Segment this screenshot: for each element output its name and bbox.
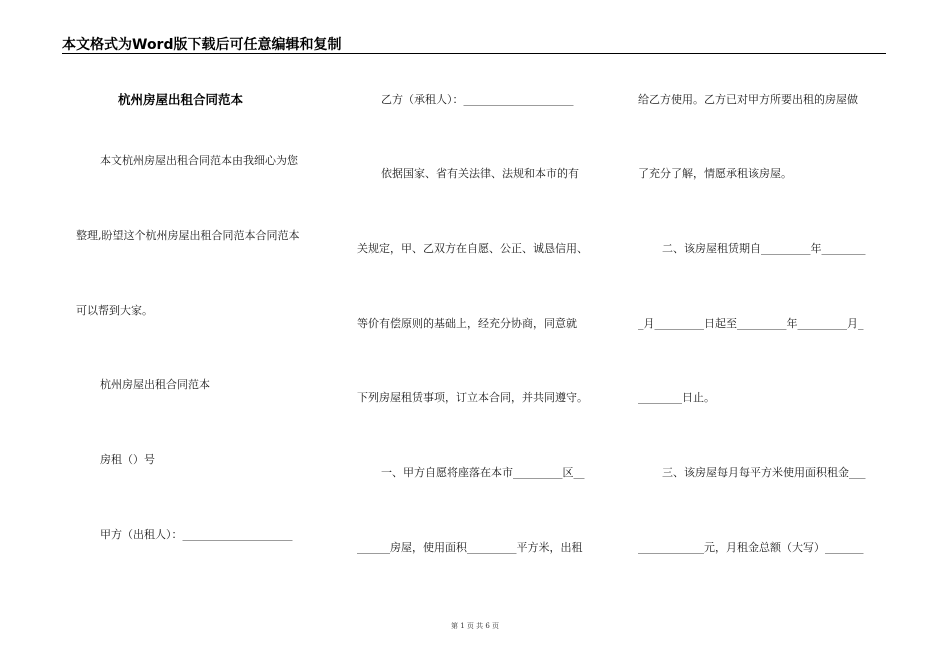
page-footer: 第 1 页 共 6 页	[450, 622, 500, 630]
header-title: 本文格式为Word版下载后可任意编辑和复制	[62, 37, 342, 53]
column-3	[638, 0, 888, 672]
paragraph-line: 本文杭州房屋出租合同范本由我细心为您	[100, 154, 298, 167]
paragraph-line: 一、甲方自愿将座落在本市_________区__	[381, 466, 585, 479]
paragraph-line: 了充分了解，情愿承租该房屋。	[638, 167, 792, 180]
paragraph-line: 甲方（出租人）：____________________	[100, 528, 293, 541]
paragraph-line: 二、该房屋租赁期自_________年________	[662, 242, 866, 255]
paragraph-line: ________日止。	[638, 391, 715, 404]
paragraph-line: 给乙方使用。乙方已对甲方所要出租的房屋做	[638, 93, 858, 106]
paragraph-line: ______房屋，使用面积_________平方米，出租	[357, 541, 583, 554]
paragraph-line: 杭州房屋出租合同范本	[100, 378, 210, 391]
paragraph-line: 三、该房屋每月每平方米使用面积租金___	[662, 466, 866, 479]
document-title: 杭州房屋出租合同范本	[118, 92, 244, 107]
paragraph-line: 等价有偿原则的基础上，经充分协商，同意就	[357, 317, 577, 330]
column-1	[76, 0, 324, 672]
paragraph-line: 依据国家、省有关法律、法规和本市的有	[381, 167, 579, 180]
paragraph-line: 房租（）号	[100, 453, 155, 466]
paragraph-line: ____________元，月租金总额（大写）_______	[638, 541, 864, 554]
paragraph-line: _月_________日起至_________年_________月_	[638, 317, 864, 330]
paragraph-line: 可以帮到大家。	[76, 304, 153, 317]
paragraph-line: 整理,盼望这个杭州房屋出租合同范本合同范本	[76, 229, 300, 242]
paragraph-line: 下列房屋租赁事项，订立本合同，并共同遵守。	[357, 391, 588, 404]
column-2	[357, 0, 607, 672]
paragraph-line: 乙方（承租人）：____________________	[381, 93, 574, 106]
paragraph-line: 关规定，甲、乙双方在自愿、公正、诚恳信用、	[357, 242, 588, 255]
